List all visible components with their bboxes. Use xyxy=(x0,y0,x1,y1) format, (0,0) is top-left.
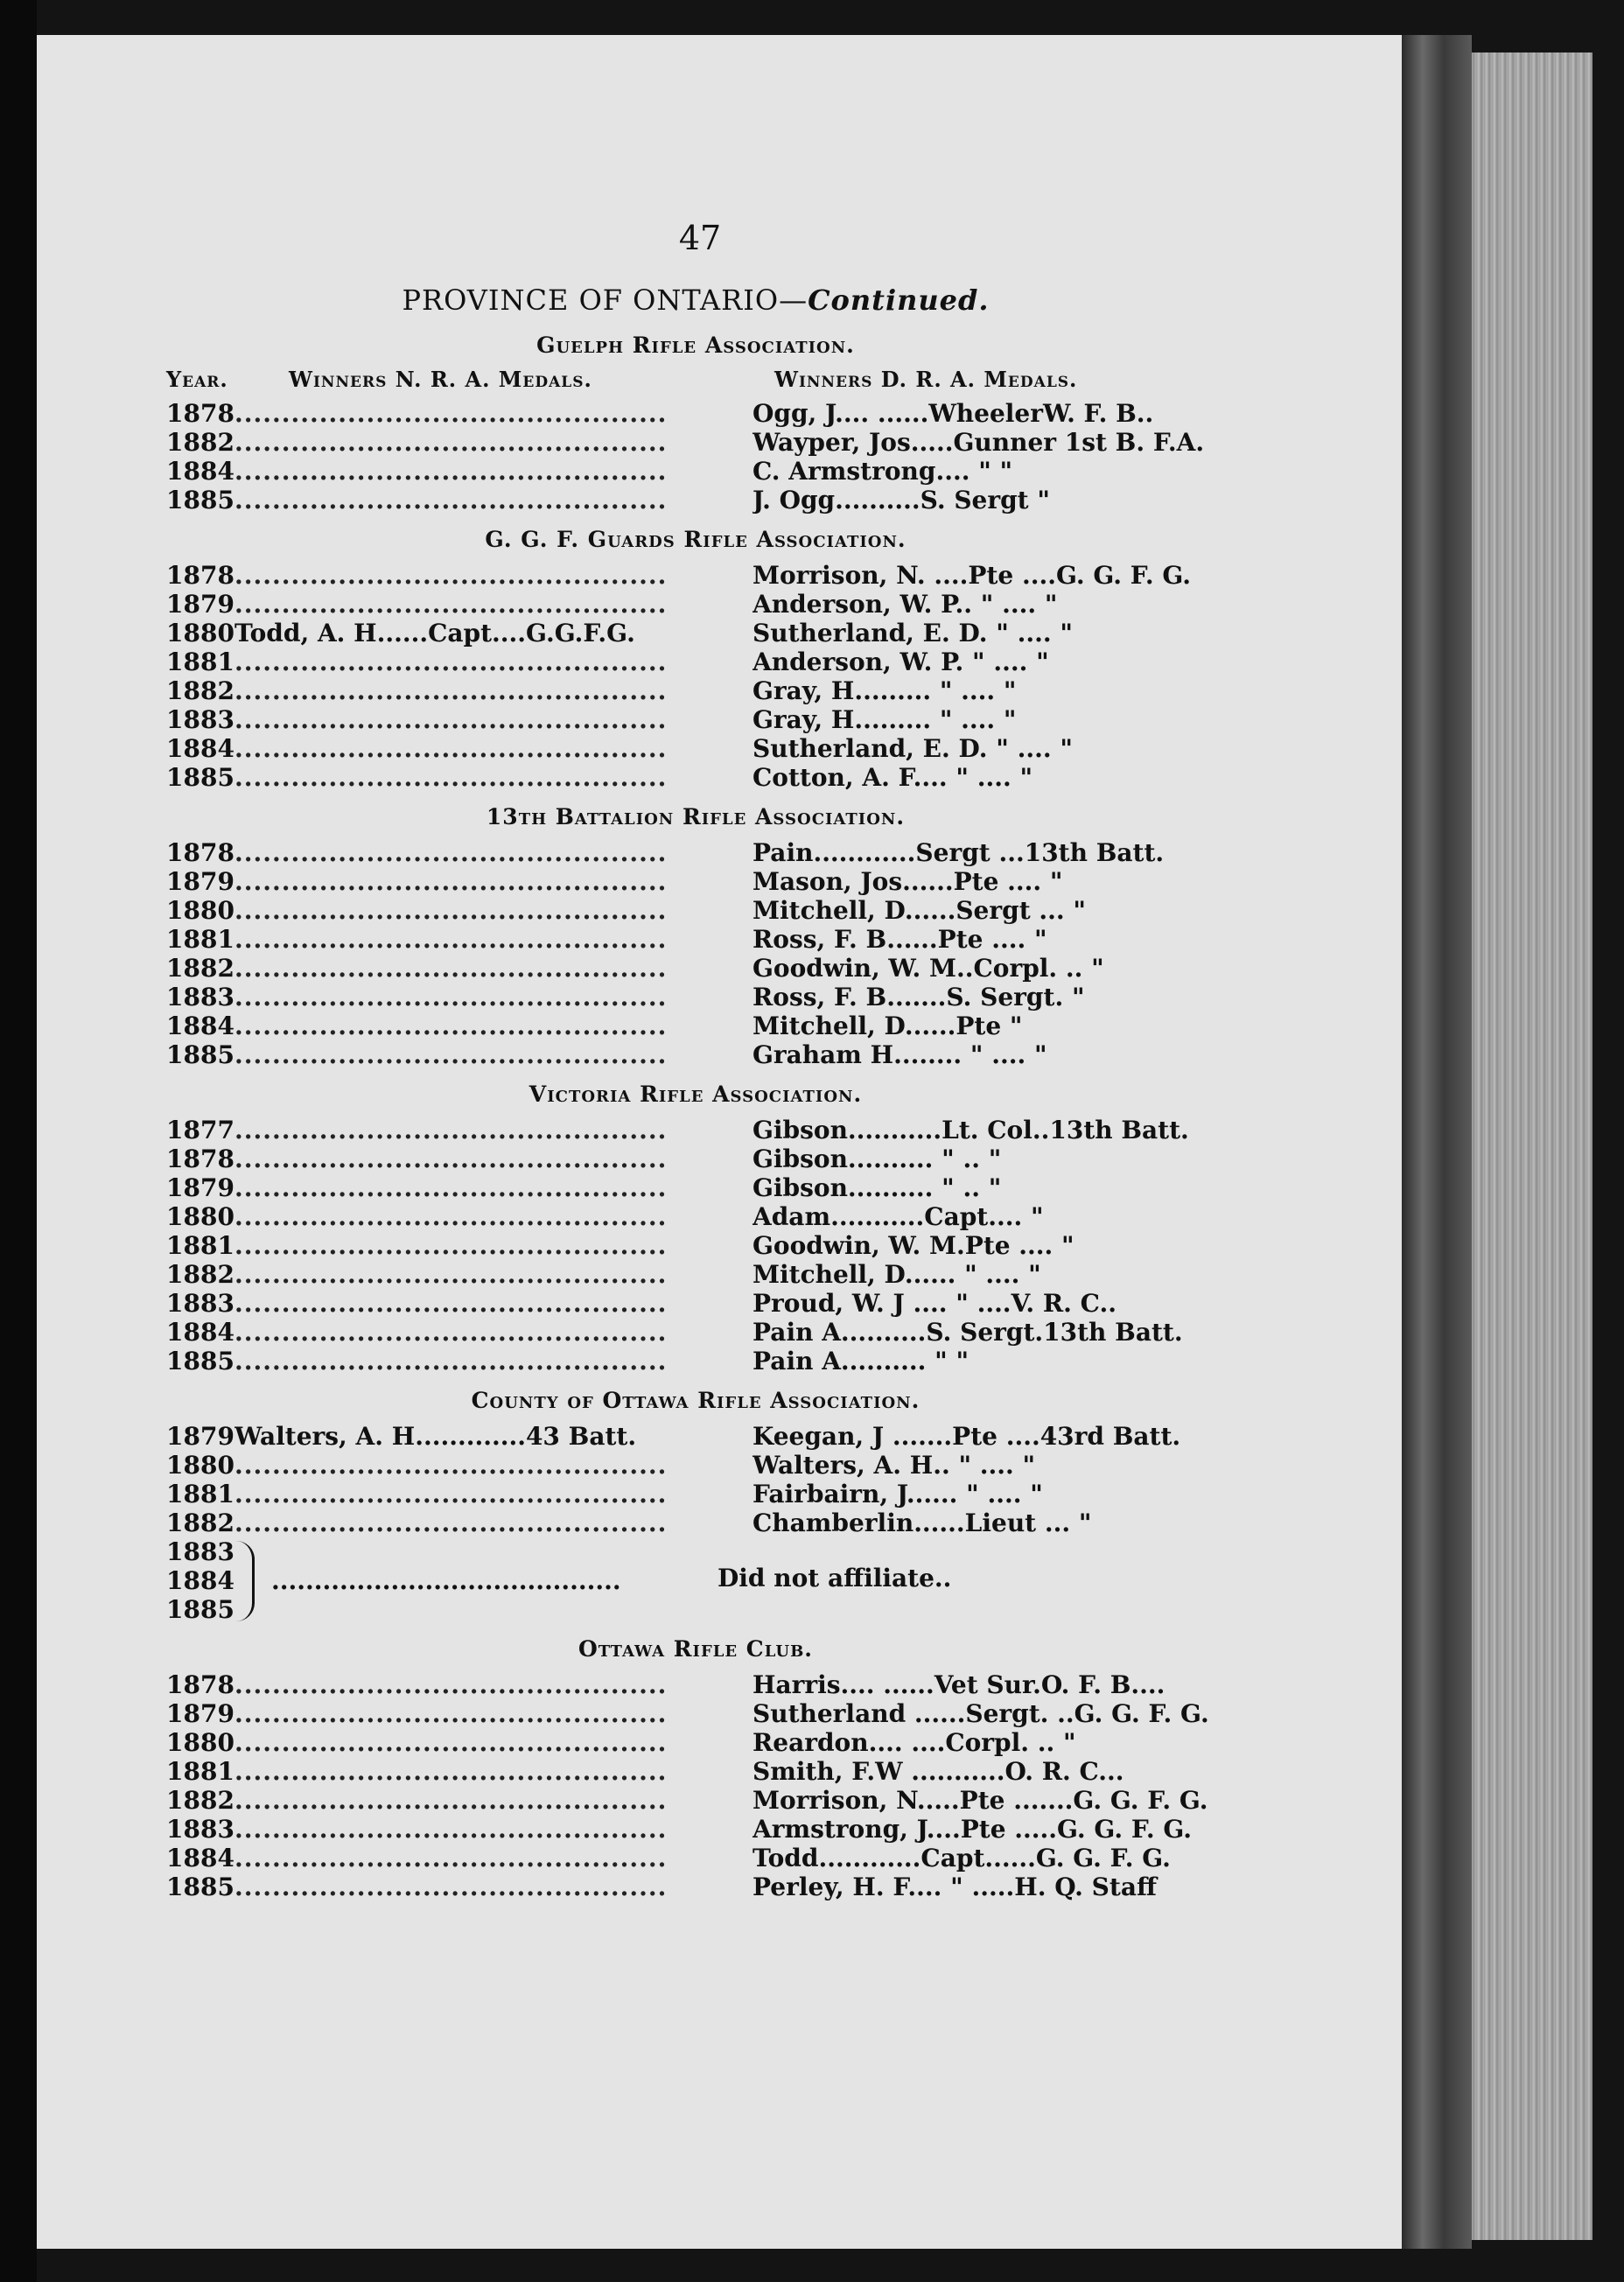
leader-dots: .............................................. xyxy=(234,399,668,428)
table-row xyxy=(166,1012,1286,1040)
section-title: Victoria Rifle Association. xyxy=(528,1082,863,1107)
row-dra-winner: Gray, H......... " .... " xyxy=(752,676,1017,705)
row-year: 1884 xyxy=(166,734,234,763)
leader-dots: .............................................. xyxy=(234,1670,668,1699)
section-title: Ottawa Rifle Club. xyxy=(578,1636,813,1662)
section-title: County of Ottawa Rifle Association. xyxy=(471,1388,920,1413)
row-dra-winner: Mason, Jos......Pte .... " xyxy=(752,867,1063,896)
row-year: 1877 xyxy=(166,1116,234,1144)
row-dra-winner: Keegan, J .......Pte ....43rd Batt. xyxy=(752,1422,1181,1451)
leader-dots: .............................................. xyxy=(234,1480,668,1508)
row-nra-winner xyxy=(234,954,752,983)
leader-dots: .............................................. xyxy=(234,428,668,457)
table-row xyxy=(166,1318,1286,1347)
row-nra-winner xyxy=(234,1422,752,1451)
table-row xyxy=(166,1260,1286,1289)
leader-dots: .............................................. xyxy=(234,1699,668,1728)
row-year: 1880 xyxy=(166,1451,234,1480)
row-year: 1883 xyxy=(166,1537,234,1566)
row-nra-winner xyxy=(234,705,752,734)
row-nra-winner xyxy=(234,1012,752,1040)
row-dra-winner: Perley, H. F.... " .....H. Q. Staff xyxy=(752,1872,1157,1901)
leader-dots: .............................................. xyxy=(234,1786,668,1815)
row-dra-winner: Gibson.......... " .. " xyxy=(752,1173,1002,1202)
row-dra-winner: Sutherland, E. D. " .... " xyxy=(752,734,1073,763)
heading-continued: Continued. xyxy=(808,284,990,317)
table-row xyxy=(166,954,1286,983)
leader-dots: .............................................. xyxy=(234,1815,668,1844)
row-nra-winner xyxy=(234,561,752,590)
table-row xyxy=(166,983,1286,1012)
row-year: 1885 xyxy=(166,763,234,792)
row-dra-winner: Walters, A. H.. " .... " xyxy=(752,1451,1036,1480)
leader-dots: .............................................. xyxy=(234,954,668,983)
table-row xyxy=(166,1872,1286,1901)
row-year: 1882 xyxy=(166,1260,234,1289)
did-not-affiliate-text: Did not affiliate.. xyxy=(718,1564,952,1592)
table-row xyxy=(166,1728,1286,1757)
table-row xyxy=(166,1844,1286,1872)
leader-dots: .............................................. xyxy=(234,1318,668,1347)
row-nra-winner xyxy=(234,1040,752,1069)
row-year: 1885 xyxy=(166,486,234,514)
row-nra-winner xyxy=(234,867,752,896)
row-year: 1884 xyxy=(166,1318,234,1347)
row-year: 1880 xyxy=(166,896,234,925)
row-year: 1882 xyxy=(166,1508,234,1537)
leader-dots: .............................................. xyxy=(234,561,668,590)
table-row xyxy=(166,1144,1286,1173)
row-year: 1882 xyxy=(166,1786,234,1815)
table-row xyxy=(166,1757,1286,1786)
leader-dots: .............................................. xyxy=(234,867,668,896)
row-nra-winner xyxy=(234,896,752,925)
row-nra-winner xyxy=(234,648,752,676)
table-row xyxy=(166,1537,1286,1566)
table-row xyxy=(166,838,1286,867)
row-year: 1885 xyxy=(166,1872,234,1901)
row-nra-winner xyxy=(234,1347,752,1376)
row-nra-winner xyxy=(234,1289,752,1318)
page-content xyxy=(166,219,1286,1901)
row-nra-winner xyxy=(234,1670,752,1699)
row-nra-winner xyxy=(234,1116,752,1144)
row-year: 1879 xyxy=(166,1173,234,1202)
row-nra-winner xyxy=(234,619,752,648)
leader-dots: .............................................. xyxy=(234,1040,668,1069)
leader-dots: .............................................. xyxy=(234,1844,668,1872)
leader-dots: ......................................... xyxy=(271,1566,621,1595)
column-headers xyxy=(166,367,1286,392)
leader-dots: .............................................. xyxy=(234,763,668,792)
row-nra-winner xyxy=(234,428,752,457)
leader-dots: .............................................. xyxy=(234,1757,668,1786)
row-dra-winner: Graham H........ " .... " xyxy=(752,1040,1047,1069)
row-year: 1884 xyxy=(166,1012,234,1040)
row-year: 1885 xyxy=(166,1040,234,1069)
table-row xyxy=(166,896,1286,925)
row-nra-winner xyxy=(234,763,752,792)
leader-dots: .............................................. xyxy=(234,925,668,954)
heading-main: PROVINCE OF ONTARIO— xyxy=(402,284,808,317)
section-title: G. G. F. Guards Rifle Association. xyxy=(485,527,906,552)
leader-dots: .............................................. xyxy=(234,983,668,1012)
row-dra-winner: Mitchell, D......Sergt ... " xyxy=(752,896,1086,925)
row-dra-winner: Sutherland, E. D. " .... " xyxy=(752,619,1073,648)
row-year: 1883 xyxy=(166,983,234,1012)
table-row xyxy=(166,763,1286,792)
leader-dots: .............................................. xyxy=(234,1116,668,1144)
table-row xyxy=(166,619,1286,648)
row-dra-winner: Harris.... ......Vet Sur.O. F. B.... xyxy=(752,1670,1166,1699)
nra-winner-text: Walters, A. H.............43 Batt. xyxy=(234,1422,637,1451)
row-year: 1883 xyxy=(166,705,234,734)
row-dra-winner: Morrison, N. ....Pte ....G. G. F. G. xyxy=(752,561,1191,590)
row-nra-winner xyxy=(234,1480,752,1508)
table-row xyxy=(166,1815,1286,1844)
table-row xyxy=(166,734,1286,763)
row-year: 1879 xyxy=(166,590,234,619)
table-row xyxy=(166,457,1286,486)
leader-dots: .............................................. xyxy=(234,1231,668,1260)
leader-dots: .............................................. xyxy=(234,1728,668,1757)
table-row xyxy=(166,705,1286,734)
row-nra-winner xyxy=(234,1231,752,1260)
leader-dots: .............................................. xyxy=(234,457,668,486)
row-dra-winner: Pain A..........S. Sergt.13th Batt. xyxy=(752,1318,1183,1347)
page-stack xyxy=(1452,52,1592,2240)
row-dra-winner: Smith, F.W ...........O. R. C... xyxy=(752,1757,1124,1786)
section-title: Guelph Rifle Association. xyxy=(536,332,855,358)
row-year: 1881 xyxy=(166,925,234,954)
table-row xyxy=(166,1480,1286,1508)
row-year: 1878 xyxy=(166,838,234,867)
table-row xyxy=(166,1116,1286,1144)
row-dra-winner: Armstrong, J....Pte .....G. G. F. G. xyxy=(752,1815,1193,1844)
leader-dots: .............................................. xyxy=(234,648,668,676)
row-dra-winner: Todd............Capt......G. G. F. G. xyxy=(752,1844,1171,1872)
row-year: 1879 xyxy=(166,1422,234,1451)
row-dra-winner: C. Armstrong.... " " xyxy=(752,457,1013,486)
row-year: 1884 xyxy=(166,457,234,486)
col-head-nra: Winners N. R. A. Medals. xyxy=(289,367,592,392)
leader-dots: .............................................. xyxy=(234,734,668,763)
row-dra-winner: Ogg, J.... ......WheelerW. F. B.. xyxy=(752,399,1154,428)
row-year: 1879 xyxy=(166,867,234,896)
row-nra-winner xyxy=(234,486,752,514)
table-row xyxy=(166,1508,1286,1537)
row-dra-winner: Cotton, A. F.... " .... " xyxy=(752,763,1033,792)
row-dra-winner: Anderson, W. P.. " .... " xyxy=(752,590,1058,619)
leader-dots: .............................................. xyxy=(234,896,668,925)
row-year: 1881 xyxy=(166,1231,234,1260)
table-row xyxy=(166,1422,1286,1451)
row-dra-winner: Ross, F. B.......S. Sergt. " xyxy=(752,983,1085,1012)
row-year: 1880 xyxy=(166,1202,234,1231)
table-row xyxy=(166,1670,1286,1699)
row-nra-winner xyxy=(234,1173,752,1202)
row-dra-winner: J. Ogg..........S. Sergt " xyxy=(752,486,1050,514)
row-year: 1883 xyxy=(166,1289,234,1318)
leader-dots: .............................................. xyxy=(234,1144,668,1173)
row-dra-winner: Mitchell, D...... " .... " xyxy=(752,1260,1041,1289)
row-year: 1884 xyxy=(166,1844,234,1872)
row-dra-winner: Pain A.......... " " xyxy=(752,1347,970,1376)
row-dra-winner: Mitchell, D......Pte " xyxy=(752,1012,1023,1040)
row-nra-winner xyxy=(234,925,752,954)
book-binding-edge xyxy=(0,0,37,2282)
leader-dots: .............................................. xyxy=(234,838,668,867)
table-row xyxy=(166,1040,1286,1069)
row-year: 1881 xyxy=(166,648,234,676)
row-nra-winner xyxy=(234,1260,752,1289)
leader-dots: .............................................. xyxy=(234,1289,668,1318)
row-nra-winner xyxy=(234,838,752,867)
page-heading xyxy=(105,284,1286,317)
table-row xyxy=(166,1289,1286,1318)
page-number: 47 xyxy=(678,219,722,257)
row-year: 1881 xyxy=(166,1757,234,1786)
row-nra-winner xyxy=(234,676,752,705)
table-row xyxy=(166,561,1286,590)
row-nra-winner xyxy=(234,1844,752,1872)
row-year: 1881 xyxy=(166,1480,234,1508)
table-row xyxy=(166,1173,1286,1202)
table-row xyxy=(166,1451,1286,1480)
table-row xyxy=(166,676,1286,705)
table-row xyxy=(166,648,1286,676)
leader-dots: .............................................. xyxy=(234,1508,668,1537)
row-dra-winner: Fairbairn, J...... " .... " xyxy=(752,1480,1043,1508)
table-row xyxy=(166,867,1286,896)
leader-dots: .............................................. xyxy=(234,1012,668,1040)
row-nra-winner xyxy=(234,1508,752,1537)
table-row xyxy=(166,1347,1286,1376)
row-year: 1883 xyxy=(166,1815,234,1844)
row-nra-winner xyxy=(234,1728,752,1757)
row-nra-winner xyxy=(234,590,752,619)
row-nra-winner xyxy=(234,457,752,486)
table-row xyxy=(166,1699,1286,1728)
leader-dots: .............................................. xyxy=(234,1260,668,1289)
row-dra-winner: Goodwin, W. M..Corpl. .. " xyxy=(752,954,1104,983)
section-title: 13th Battalion Rifle Association. xyxy=(486,804,906,830)
row-year: 1880 xyxy=(166,619,234,648)
row-year: 1882 xyxy=(166,676,234,705)
row-dra-winner: Sutherland ......Sergt. ..G. G. F. G. xyxy=(752,1699,1209,1728)
table-row xyxy=(166,486,1286,514)
leader-dots: .............................................. xyxy=(234,705,668,734)
row-year: 1882 xyxy=(166,954,234,983)
row-nra-winner xyxy=(234,399,752,428)
table-row xyxy=(166,925,1286,954)
row-nra-winner xyxy=(234,1757,752,1786)
bracket-group xyxy=(166,1537,1286,1624)
sections-container xyxy=(166,332,1286,1901)
table-row xyxy=(166,399,1286,428)
table-row xyxy=(166,590,1286,619)
table-row xyxy=(166,1595,1286,1624)
leader-dots: .............................................. xyxy=(234,1173,668,1202)
row-nra-winner xyxy=(234,1202,752,1231)
leader-dots: .............................................. xyxy=(234,1872,668,1901)
row-year: 1878 xyxy=(166,1670,234,1699)
row-nra-winner xyxy=(234,1144,752,1173)
row-year: 1884 xyxy=(166,1566,234,1595)
row-nra-winner xyxy=(234,1318,752,1347)
row-nra-winner xyxy=(234,983,752,1012)
page-fold-shadow xyxy=(1402,35,1472,2249)
col-head-dra: Winners D. R. A. Medals. xyxy=(774,367,1078,392)
row-nra-winner xyxy=(234,1451,752,1480)
row-year: 1885 xyxy=(166,1347,234,1376)
table-row xyxy=(166,1202,1286,1231)
row-year: 1878 xyxy=(166,561,234,590)
row-dra-winner: Adam...........Capt.... " xyxy=(752,1202,1044,1231)
table-row xyxy=(166,1786,1286,1815)
row-dra-winner: Morrison, N.....Pte .......G. G. F. G. xyxy=(752,1786,1208,1815)
leader-dots: .............................................. xyxy=(234,1451,668,1480)
row-dra-winner: Goodwin, W. M.Pte .... " xyxy=(752,1231,1074,1260)
row-dra-winner: Ross, F. B......Pte .... " xyxy=(752,925,1047,954)
row-dra-winner: Pain............Sergt ...13th Batt. xyxy=(752,838,1165,867)
table-row xyxy=(166,428,1286,457)
leader-dots: .............................................. xyxy=(234,676,668,705)
bracket-brace xyxy=(236,1541,255,1621)
row-nra-winner xyxy=(234,1699,752,1728)
row-dra-winner: Gibson.......... " .. " xyxy=(752,1144,1002,1173)
row-dra-winner: Gibson...........Lt. Col..13th Batt. xyxy=(752,1116,1189,1144)
row-year: 1880 xyxy=(166,1728,234,1757)
row-year: 1878 xyxy=(166,399,234,428)
row-dra-winner: Gray, H......... " .... " xyxy=(752,705,1017,734)
row-dra-winner: Wayper, Jos.....Gunner 1st B. F.A. xyxy=(752,428,1205,457)
row-dra-winner: Proud, W. J .... " ....V. R. C.. xyxy=(752,1289,1116,1318)
nra-winner-text: Todd, A. H......Capt....G.G.F.G. xyxy=(234,619,635,648)
leader-dots: .............................................. xyxy=(234,1347,668,1376)
row-nra-winner xyxy=(234,1872,752,1901)
row-year: 1882 xyxy=(166,428,234,457)
row-dra-winner: Anderson, W. P. " .... " xyxy=(752,648,1049,676)
table-row xyxy=(166,1231,1286,1260)
row-dra-winner: Chamberlin......Lieut ... " xyxy=(752,1508,1092,1537)
leader-dots: .............................................. xyxy=(234,486,668,514)
row-year: 1885 xyxy=(166,1595,234,1624)
row-year: 1879 xyxy=(166,1699,234,1728)
row-dra-winner: Reardon.... ....Corpl. .. " xyxy=(752,1728,1076,1757)
row-year: 1878 xyxy=(166,1144,234,1173)
leader-dots: .............................................. xyxy=(234,590,668,619)
row-nra-winner xyxy=(234,1815,752,1844)
leader-dots: .............................................. xyxy=(234,1202,668,1231)
row-nra-winner xyxy=(234,1786,752,1815)
col-head-year: Year. xyxy=(166,367,228,392)
row-nra-winner xyxy=(234,734,752,763)
